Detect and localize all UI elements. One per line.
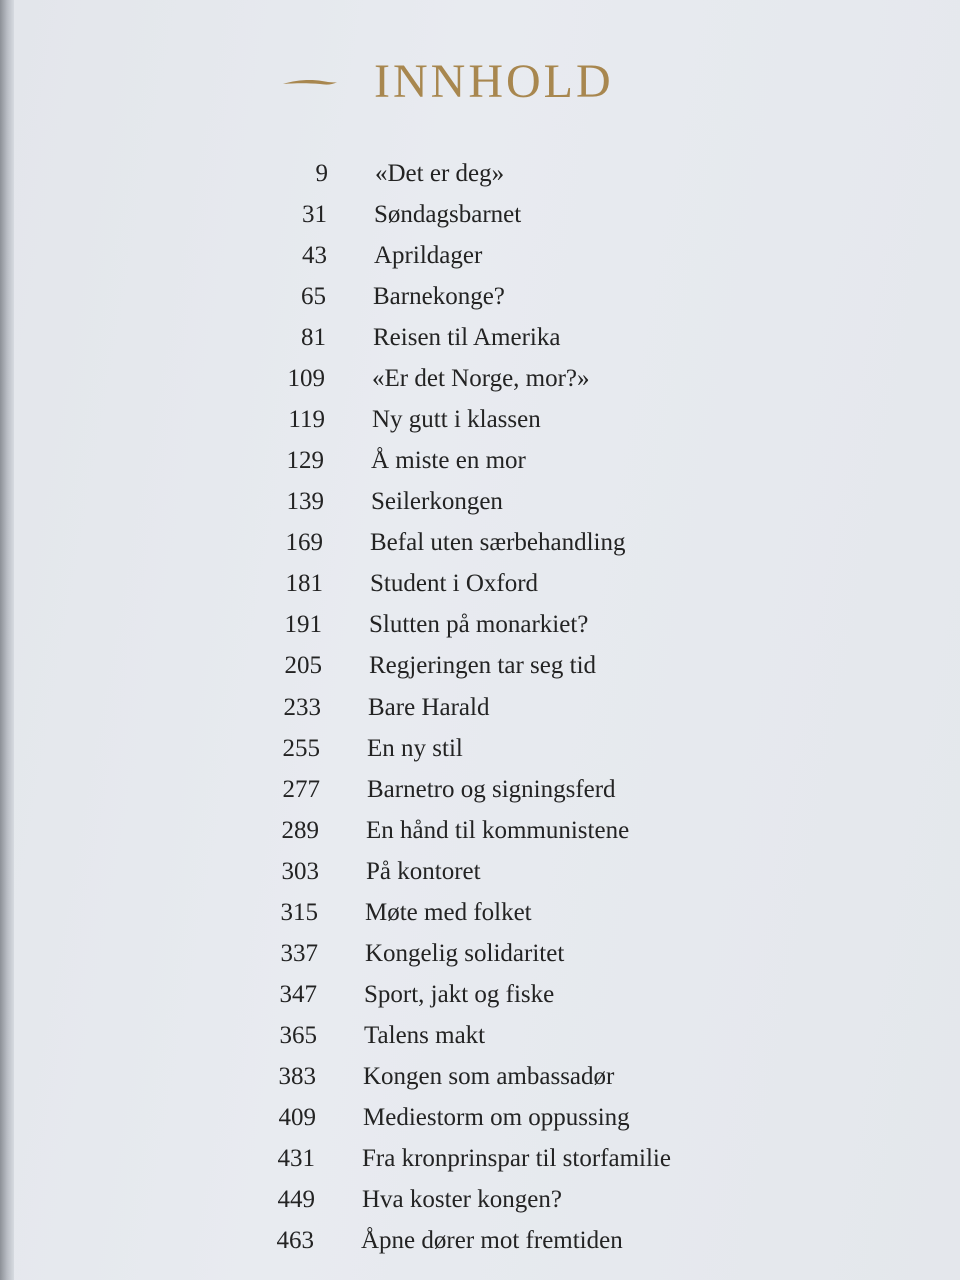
toc-chapter-title: Møte med folket [365, 899, 532, 926]
toc-entry [265, 1142, 671, 1176]
toc-entry [278, 157, 504, 191]
toc-chapter-title: En hånd til kommunistene [366, 817, 630, 844]
toc-entry [270, 732, 463, 766]
toc-page-number: 205 [284, 652, 322, 679]
toc-chapter-title: Sport, jakt og fiske [364, 981, 555, 1008]
table-of-contents [14, 0, 960, 1280]
toc-entry [275, 403, 541, 437]
toc-chapter-title: Befal uten særbehandling [370, 529, 626, 556]
toc-entry [266, 1060, 614, 1094]
toc-chapter-title: Slutten på monarkiet? [369, 611, 589, 638]
toc-chapter-title: Kongelig solidaritet [365, 940, 565, 967]
toc-entry [272, 649, 596, 683]
toc-entry [269, 855, 481, 889]
page-title: INNHOLD [374, 55, 614, 108]
toc-chapter-title: Mediestorm om oppussing [363, 1104, 630, 1131]
toc-entry [273, 526, 626, 560]
toc-page-number: 9 [315, 160, 328, 187]
toc-entry [269, 814, 629, 848]
toc-page-number: 181 [285, 570, 323, 597]
toc-entry [265, 1183, 562, 1217]
toc-entry [264, 1224, 623, 1258]
toc-page-number: 347 [279, 981, 317, 1008]
toc-entry [268, 937, 564, 971]
toc-page-number: 43 [302, 242, 327, 269]
toc-chapter-title: Søndagsbarnet [374, 201, 522, 228]
toc-page-number: 463 [276, 1227, 314, 1254]
toc-entry [272, 608, 588, 642]
toc-entry [266, 1101, 630, 1135]
toc-page-number: 303 [281, 858, 319, 885]
toc-page-number: 81 [301, 324, 326, 351]
toc-chapter-title: Ny gutt i klassen [372, 406, 541, 433]
toc-entry [267, 1019, 485, 1053]
toc-page-number: 337 [280, 940, 318, 967]
toc-entry [274, 485, 503, 519]
toc-chapter-title: Fra kronprinspar til storfamilie [362, 1145, 671, 1172]
toc-chapter-title: Talens makt [364, 1022, 486, 1049]
toc-chapter-title: Aprildager [374, 242, 483, 269]
toc-page-number: 233 [283, 694, 321, 721]
toc-entry [275, 362, 590, 396]
toc-chapter-title: Barnekonge? [373, 283, 505, 310]
toc-page-number: 255 [282, 735, 320, 762]
toc-chapter-title: Hva koster kongen? [362, 1186, 562, 1213]
toc-page-number: 31 [302, 201, 327, 228]
toc-entry [276, 321, 560, 355]
toc-chapter-title: Åpne dører mot fremtiden [361, 1227, 623, 1254]
toc-entry [268, 896, 532, 930]
toc-chapter-title: «Det er deg» [375, 160, 505, 187]
toc-entry [274, 444, 526, 478]
toc-entry [277, 239, 482, 273]
toc-page-number: 65 [301, 283, 326, 310]
book-page [14, 0, 960, 1280]
toc-page-number: 449 [277, 1186, 315, 1213]
toc-chapter-title: Barnetro og signingsferd [367, 776, 616, 803]
toc-chapter-title: Bare Harald [368, 694, 490, 721]
toc-page-number: 169 [285, 529, 323, 556]
toc-page-number: 365 [279, 1022, 317, 1049]
toc-entry [271, 691, 489, 725]
toc-chapter-title: Student i Oxford [370, 570, 539, 597]
toc-chapter-title: «Er det Norge, mor?» [372, 365, 590, 392]
toc-entry [270, 773, 616, 807]
toc-page-number: 315 [280, 899, 318, 926]
toc-page-number: 289 [281, 817, 319, 844]
toc-entry [277, 198, 521, 232]
toc-entry [267, 978, 554, 1012]
toc-entry [273, 567, 538, 601]
toc-chapter-title: Regjeringen tar seg tid [369, 652, 597, 679]
toc-chapter-title: På kontoret [366, 858, 481, 885]
toc-page-number: 383 [278, 1063, 316, 1090]
toc-chapter-title: Å miste en mor [371, 447, 526, 474]
toc-page-number: 409 [278, 1104, 316, 1131]
toc-page-number: 129 [286, 447, 324, 474]
toc-chapter-title: Kongen som ambassadør [363, 1063, 615, 1090]
toc-page-number: 119 [288, 406, 325, 433]
toc-page-number: 431 [277, 1145, 315, 1172]
toc-entry [276, 280, 505, 314]
toc-page-number: 109 [287, 365, 325, 392]
toc-chapter-title: En ny stil [367, 735, 463, 762]
toc-page-number: 191 [284, 611, 322, 638]
toc-chapter-title: Seilerkongen [371, 488, 503, 515]
toc-page-number: 277 [282, 776, 320, 803]
toc-page-number: 139 [286, 488, 324, 515]
toc-chapter-title: Reisen til Amerika [373, 324, 561, 351]
